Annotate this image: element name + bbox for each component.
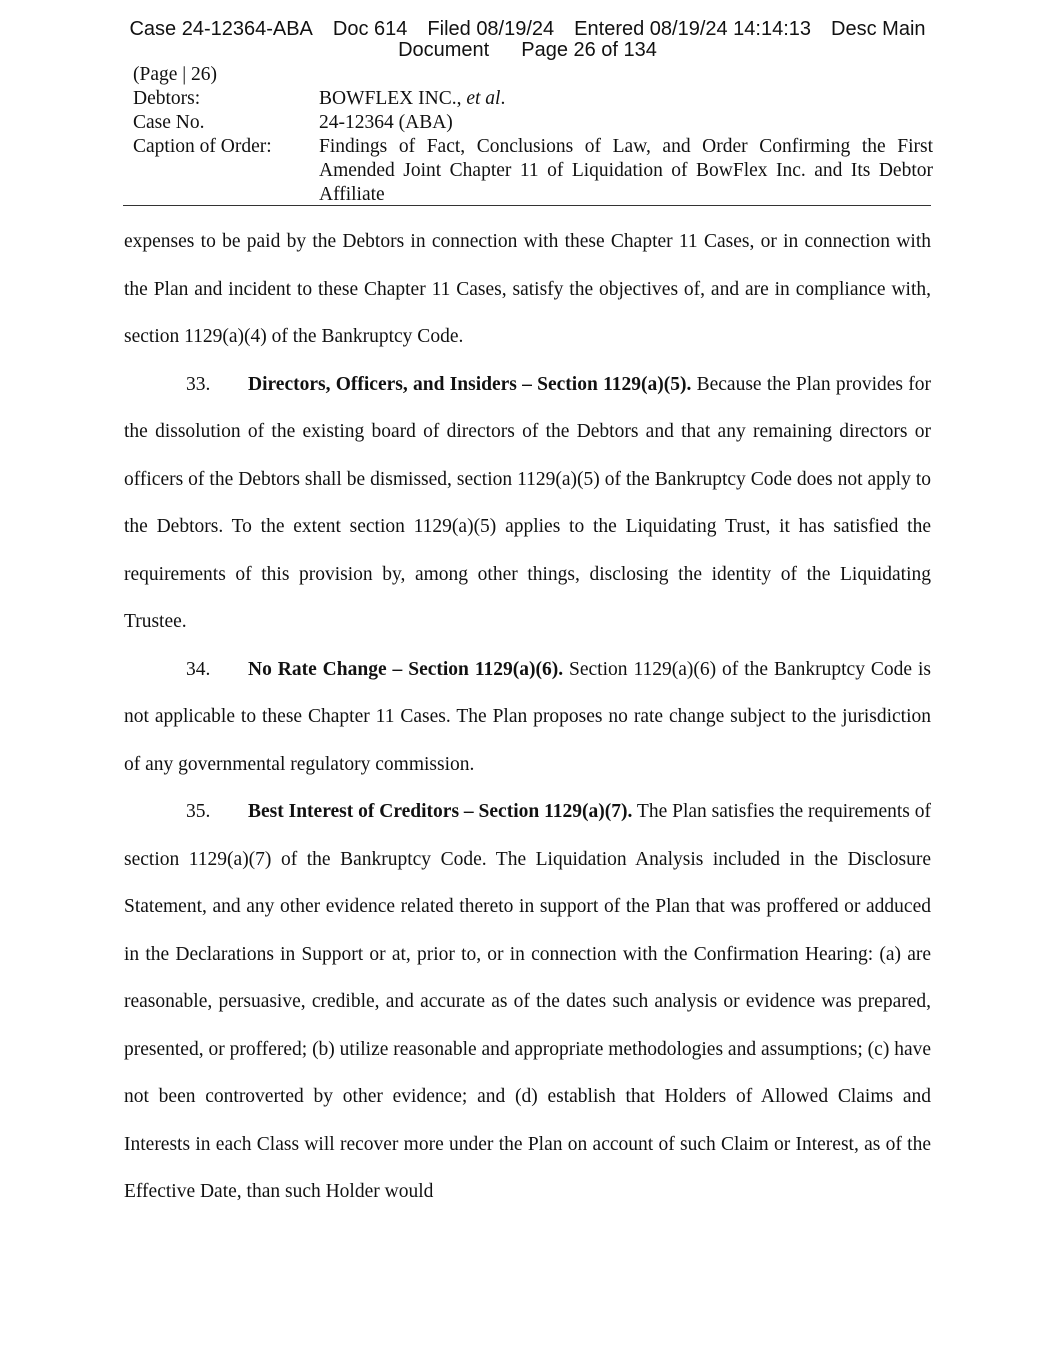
caption-page-ref: (Page | 26)	[133, 64, 218, 85]
caption-debtors-value	[319, 87, 933, 111]
order-caption	[133, 63, 933, 207]
court-filing-stamp	[0, 19, 1055, 61]
paragraph-number: 35.	[186, 801, 211, 822]
stamp-doc-number: Doc 614	[332, 18, 408, 40]
caption-divider	[123, 205, 931, 206]
paragraph-number: 34.	[186, 658, 211, 680]
debtors-name: BOWFLEX INC.,	[319, 88, 467, 109]
caption-debtors-row	[133, 87, 933, 111]
stamp-document-label: Document	[398, 39, 490, 61]
stamp-filed-date: Filed 08/19/24	[427, 18, 555, 40]
paragraph-35	[124, 788, 931, 1216]
caption-case-row	[133, 111, 933, 135]
caption-order-value	[319, 135, 933, 207]
caption-case-label: Case No.	[133, 112, 205, 133]
paragraph-heading: Directors, Officers, and Insiders – Section 1129(a)(5).	[248, 373, 692, 395]
paragraph-heading: Best Interest of Creditors – Section 1129(a)(7).	[248, 801, 633, 822]
caption-order-row	[133, 135, 933, 207]
paragraph-text: Because the Plan provides for the dissolution of the existing board of directors of the Debtors and that any remaining directors or officers of the Debtors shall be dismissed, section 1129(a)(5) of the Bankruptcy Code does not apply to the Debtors. To the extent section 1129(a)(5) applies to the Liquidating Trust, it has satisfied the requirements of this provision by, among other things, disclosing the identity of the Liquidating Trustee.	[124, 373, 931, 632]
caption-case-value: 24-12364 (ABA)	[319, 112, 453, 133]
debtors-et-al: et al	[466, 88, 501, 109]
caption-debtors-label: Debtors:	[133, 88, 201, 109]
continuation-paragraph: expenses to be paid by the Debtors in connection with these Chapter 11 Cases, or in connection with the Plan and incident to these Chapter 11 Cases, satisfy the objectives of, and are in compliance with, section 1129(a)(4) of the Bankruptcy Code.	[124, 231, 931, 347]
stamp-case-number: Case 24-12364-ABA	[129, 18, 313, 40]
caption-order-line-2: Amended Joint Chapter 11 of Liquidation of BowFlex Inc. and Its Debtor	[319, 160, 933, 181]
stamp-line-1	[0, 19, 1055, 40]
paragraph-heading: No Rate Change – Section 1129(a)(6).	[248, 658, 564, 680]
stamp-line-2	[0, 40, 1055, 61]
stamp-page-count: Page 26 of 134	[521, 39, 657, 61]
paragraph-text: Section 1129(a)(6) of the Bankruptcy Code is not applicable to these Chapter 11 Cases. The Plan proposes no rate change subject to the jurisdiction of any governmental regulatory commission.	[124, 658, 931, 775]
paragraph-33	[124, 361, 931, 646]
caption-page-ref-row	[133, 63, 933, 87]
stamp-entered-date: Entered 08/19/24 14:14:13	[574, 18, 812, 40]
caption-order-line-3: Affiliate	[319, 184, 385, 205]
caption-order-line-1: Findings of Fact, Conclusions of Law, and Order Confirming the First	[319, 136, 933, 157]
paragraph-34	[124, 646, 931, 789]
paragraph-text: The Plan satisfies the requirements of section 1129(a)(7) of the Bankruptcy Code. The Liquidation Analysis included in the Disclosure Statement, and any other evidence related thereto in support of the Plan that was proffered or adduced in the Declarations in Support or at, prior to, or in connection with the Confirmation Hearing: (a) are reasonable, persuasive, credible, and accurate as of the dates such analysis or evidence was prepared, presented, or proffered; (b) utilize reasonable and appropriate methodologies and assumptions; (c) have not been controverted by other evidence; and (d) establish that Holders of Allowed Claims and Interests in each Class will recover more under the Plan on account of such Claim or Interest, as of the Effective Date, than such Holder would	[124, 801, 931, 1202]
debtors-period: .	[500, 88, 506, 109]
document-body	[124, 218, 931, 1216]
paragraph-number: 33.	[186, 373, 211, 395]
stamp-desc: Desc Main	[831, 18, 926, 40]
caption-order-label: Caption of Order:	[133, 136, 272, 157]
